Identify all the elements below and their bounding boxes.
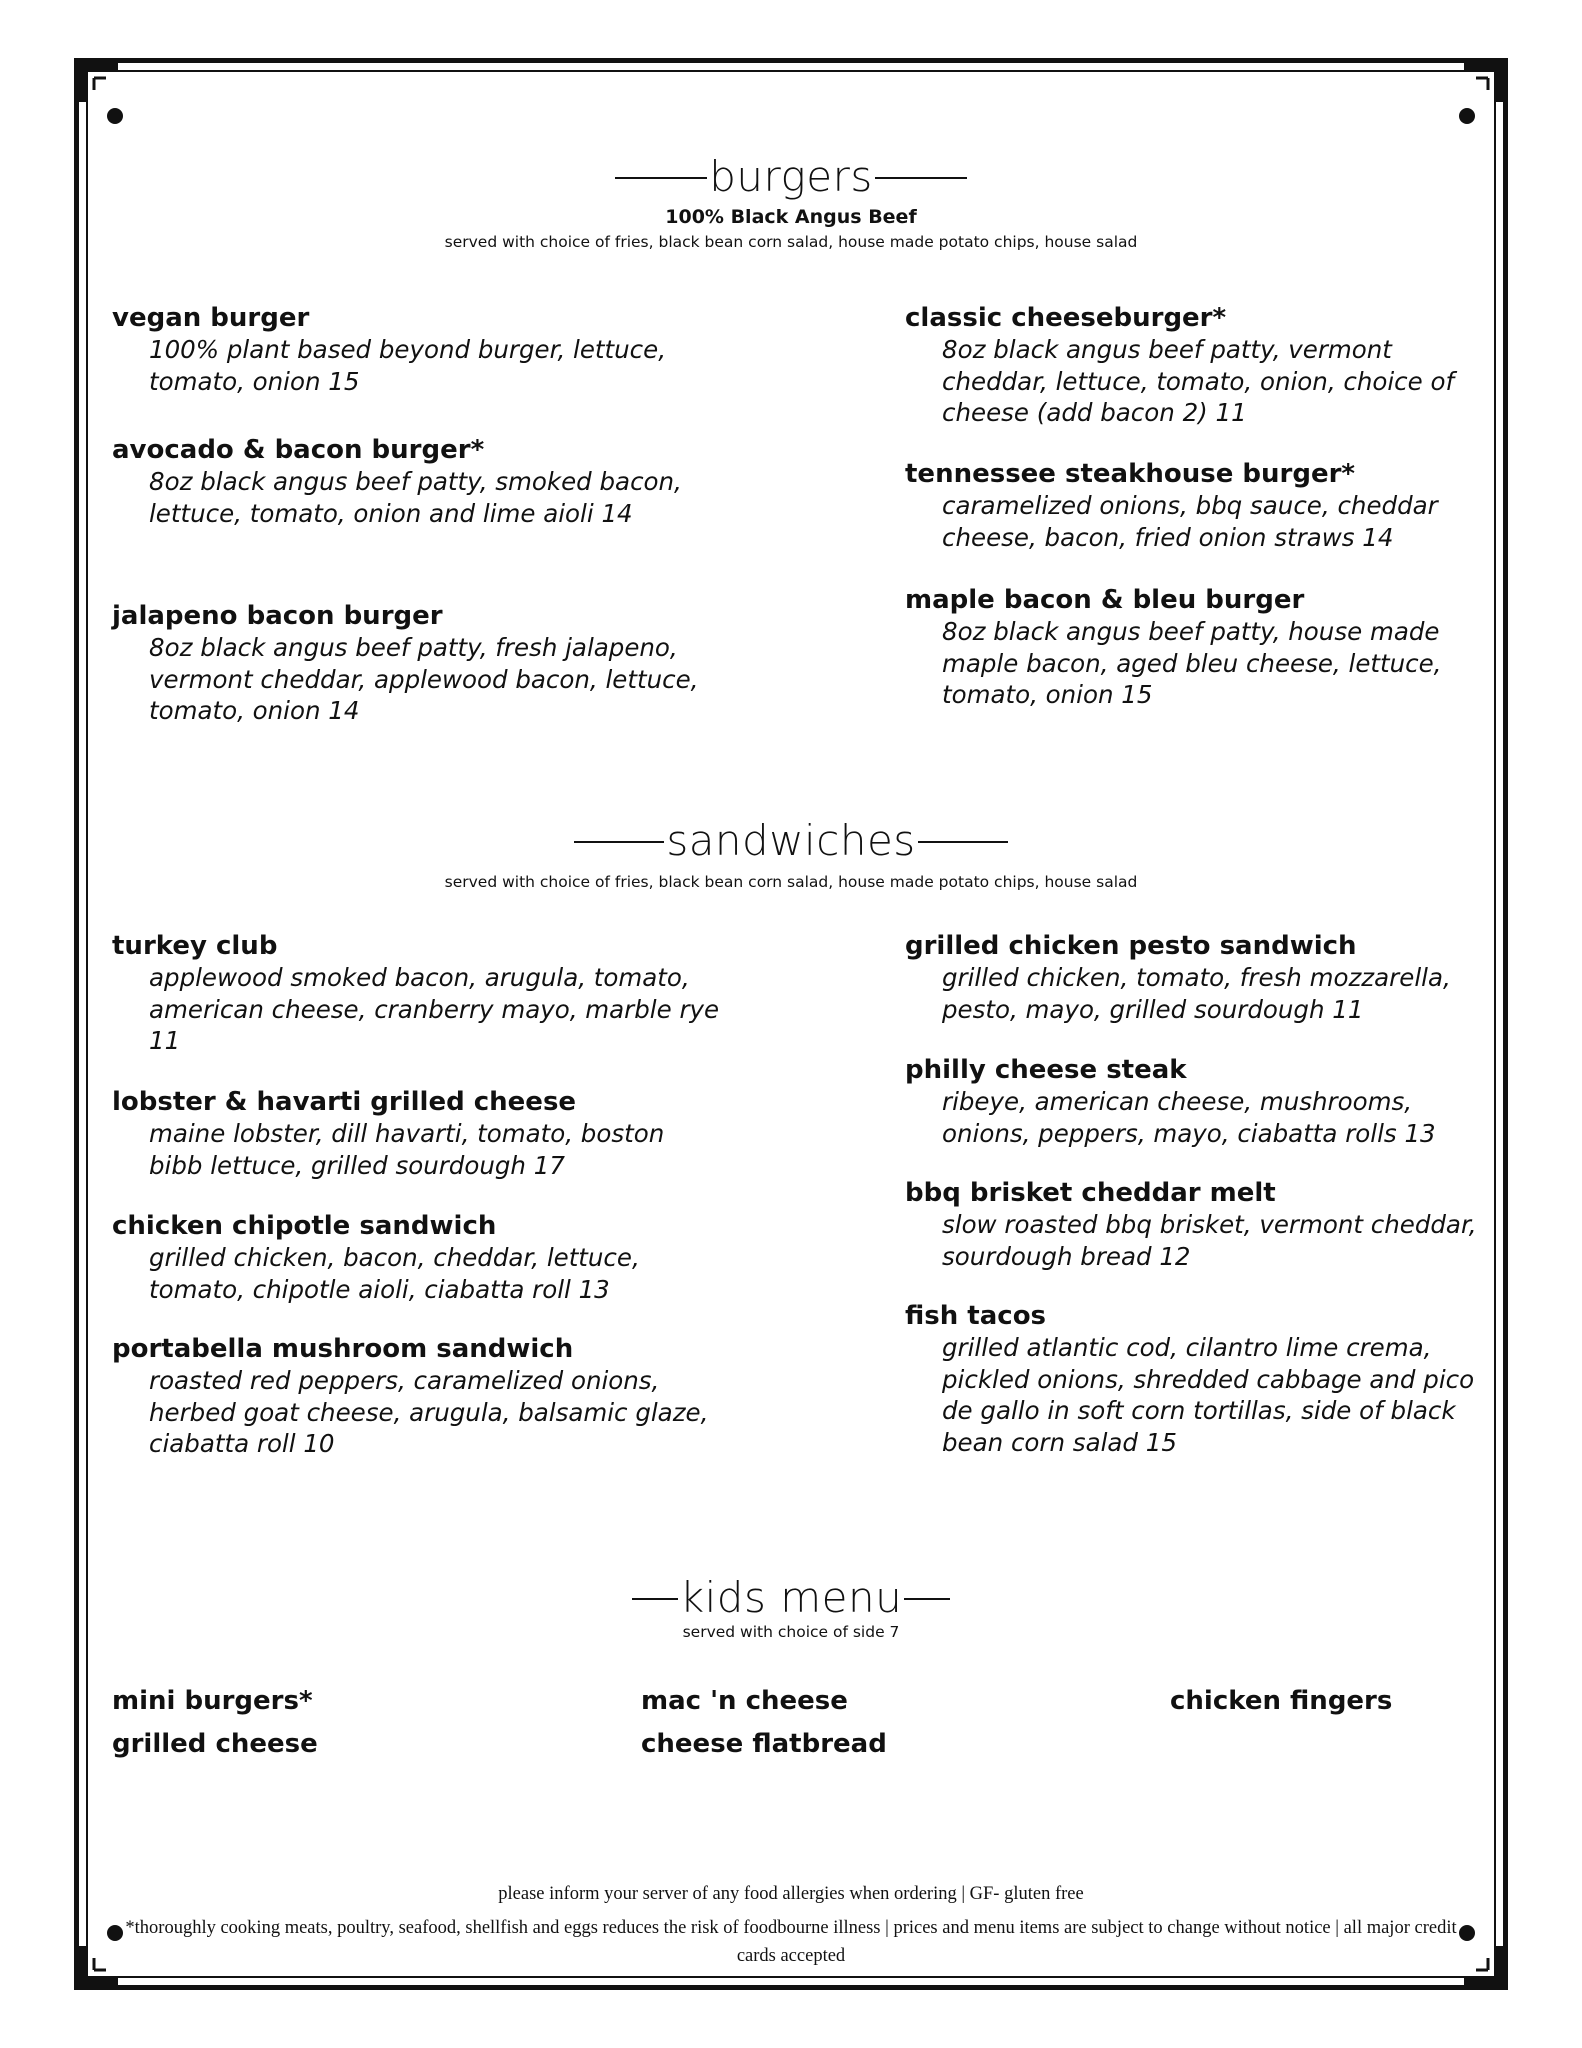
sandwiches-heading — [0, 816, 1582, 865]
item-description: caramelized onions, bbq sauce, cheddar cheese, bacon, fried onion straws 14 — [942, 491, 1438, 552]
item-name: lobster & havarti grilled cheese — [112, 1087, 577, 1117]
corner-ornament-bottom-left — [74, 1946, 118, 1990]
item-description: 100% plant based beyond burger, lettuce, tomato, onion 15 — [149, 335, 666, 396]
menu-item-vegan-burger — [112, 302, 722, 397]
item-description: applewood smoked bacon, arugula, tomato, american cheese, cranberry mayo, marble rye 11 — [149, 963, 720, 1055]
allergy-notice: please inform your server of any food allergies when ordering | GF- gluten free — [498, 1884, 1084, 1904]
food-safety-disclaimer: *thoroughly cooking meats, poultry, seafood, shellfish and eggs reduces the risk of foodbourne illness | prices and menu items are subject to change without notice | all major credit cards accepted — [125, 1918, 1457, 1966]
item-description: grilled chicken, bacon, cheddar, lettuce, tomato, chipotle aioli, ciabatta roll 13 — [149, 1243, 640, 1304]
menu-item-grilled-chicken-pesto-sandwich — [905, 930, 1485, 1025]
item-name: portabella mushroom sandwich — [112, 1334, 574, 1364]
menu-item-lobster-havarti-grilled-cheese — [112, 1086, 722, 1181]
item-name: fish tacos — [905, 1301, 1047, 1331]
menu-item-philly-cheese-steak — [905, 1054, 1485, 1149]
menu-item-jalapeno-bacon-burger — [112, 600, 722, 727]
menu-item-bbq-brisket-cheddar-melt — [905, 1177, 1485, 1272]
item-description: maine lobster, dill havarti, tomato, boston bibb lettuce, grilled sourdough 17 — [149, 1119, 665, 1180]
menu-item-chicken-chipotle-sandwich — [112, 1210, 722, 1305]
corner-ornament-bottom-right — [1464, 1946, 1508, 1990]
kids-item-grilled-cheese: grilled cheese — [112, 1729, 318, 1759]
item-description: ribeye, american cheese, mushrooms, onions, peppers, mayo, ciabatta rolls 13 — [942, 1087, 1436, 1148]
burgers-subtitle: 100% Black Angus Beef — [665, 206, 917, 228]
item-description: 8oz black angus beef patty, house made maple bacon, aged bleu cheese, lettuce, tomato, onion 15 — [942, 617, 1442, 709]
item-name: chicken chipotle sandwich — [112, 1211, 497, 1241]
burgers-title: burgers — [709, 152, 873, 201]
menu-item-maple-bacon-bleu-burger — [905, 584, 1485, 711]
kids-item-cheese-flatbread: cheese flatbread — [641, 1729, 887, 1759]
burgers-heading — [0, 152, 1582, 201]
kids-item-chicken-fingers: chicken fingers — [1170, 1686, 1393, 1716]
item-description: 8oz black angus beef patty, fresh jalapeno, vermont cheddar, applewood bacon, lettuce, tomato, onion 14 — [149, 633, 699, 725]
item-description: 8oz black angus beef patty, smoked bacon, lettuce, tomato, onion and lime aioli 14 — [149, 467, 682, 528]
sandwiches-served-note: served with choice of fries, black bean corn salad, house made potato chips, house salad — [444, 873, 1138, 891]
kids-item-mac-n-cheese: mac 'n cheese — [641, 1686, 848, 1716]
kids-menu-heading — [0, 1573, 1582, 1622]
kids-menu-title: kids menu — [679, 1573, 903, 1622]
corner-dot-top-right — [1459, 108, 1475, 124]
item-description: roasted red peppers, caramelized onions, herbed goat cheese, arugula, balsamic glaze, ciabatta roll 10 — [149, 1366, 709, 1458]
item-description: grilled chicken, tomato, fresh mozzarella, pesto, mayo, grilled sourdough 11 — [942, 963, 1451, 1024]
item-name: maple bacon & bleu burger — [905, 585, 1305, 615]
corner-ornament-top-left — [74, 58, 118, 102]
item-name: bbq brisket cheddar melt — [905, 1178, 1276, 1208]
menu-item-fish-tacos — [905, 1300, 1485, 1458]
kids-served-note: served with choice of side 7 — [682, 1623, 900, 1641]
sandwiches-title: sandwiches — [666, 816, 916, 865]
item-name: vegan burger — [112, 303, 310, 333]
item-name: philly cheese steak — [905, 1055, 1187, 1085]
menu-item-classic-cheeseburger — [905, 302, 1485, 429]
item-name: grilled chicken pesto sandwich — [905, 931, 1357, 961]
item-name: classic cheeseburger* — [905, 303, 1227, 333]
item-name: avocado & bacon burger* — [112, 435, 485, 465]
item-description: slow roasted bbq brisket, vermont cheddar, sourdough bread 12 — [942, 1210, 1477, 1271]
kids-item-mini-burgers: mini burgers* — [112, 1686, 313, 1716]
menu-item-portabella-mushroom-sandwich — [112, 1333, 722, 1460]
item-description: 8oz black angus beef patty, vermont cheddar, lettuce, tomato, onion, choice of cheese (add bacon 2) 11 — [942, 335, 1455, 427]
menu-item-avocado-bacon-burger — [112, 434, 722, 529]
burgers-served-note: served with choice of fries, black bean corn salad, house made potato chips, house salad — [444, 233, 1138, 251]
item-name: turkey club — [112, 931, 278, 961]
menu-item-turkey-club — [112, 930, 722, 1057]
corner-ornament-top-right — [1464, 58, 1508, 102]
item-name: tennessee steakhouse burger* — [905, 459, 1356, 489]
corner-dot-top-left — [107, 108, 123, 124]
item-description: grilled atlantic cod, cilantro lime crema, pickled onions, shredded cabbage and pico de gallo in soft corn tortillas, side of black bean corn salad 15 — [942, 1333, 1475, 1457]
item-name: jalapeno bacon burger — [112, 601, 443, 631]
menu-item-tennessee-steakhouse-burger — [905, 458, 1485, 553]
